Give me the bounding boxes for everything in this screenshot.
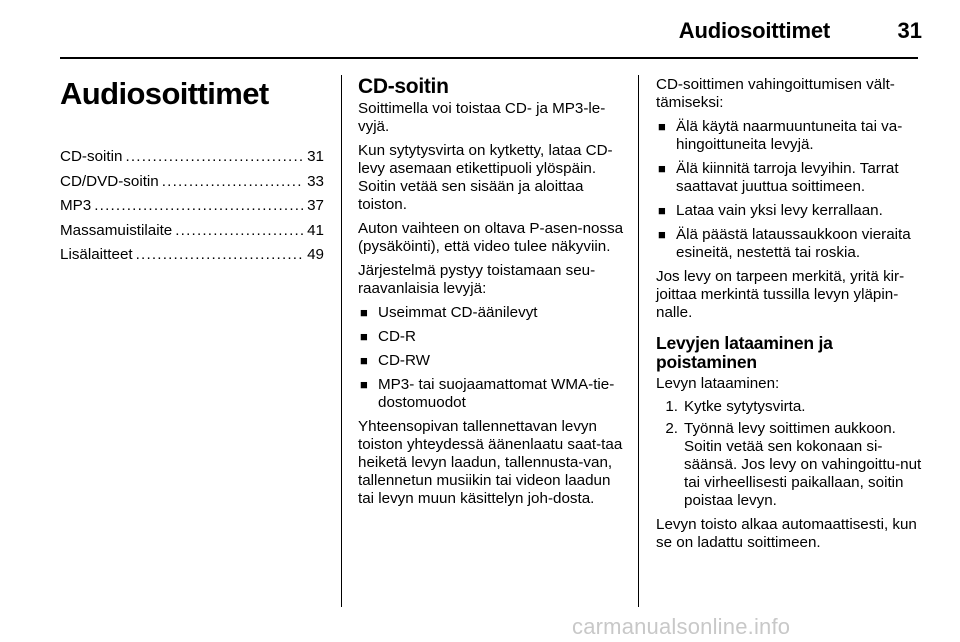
header-divider: [60, 57, 918, 59]
square-bullet-icon: ■: [360, 377, 368, 392]
column-divider-2: [638, 75, 639, 607]
paragraph: Soittimella voi toistaa CD- ja MP3-le-vyjä.: [358, 100, 606, 135]
list-item: [358, 328, 624, 346]
toc-leader-dots: [125, 148, 304, 167]
square-bullet-icon: ■: [360, 329, 368, 344]
list-item-text: Useimmat CD-äänilevyt: [378, 304, 538, 321]
paragraph: Yhteensopivan tallennettavan levyn toiston yhteydessä äänenlaatu saat-taa heiketä levyn laadun, tallennusta-van, tallennetun musiikin tai videon laadun tai levyn muun käsittelyn joh-dosta.: [358, 418, 623, 507]
disc-type-list: [358, 304, 624, 412]
toc-list: [60, 148, 324, 265]
paragraph: Levyn toisto alkaa automaattisesti, kun se on ladattu soittimeen.: [656, 516, 917, 551]
toc-entry[interactable]: [60, 222, 324, 241]
list-item: [358, 376, 624, 412]
toc-entry-page: 41: [307, 221, 324, 239]
square-bullet-icon: ■: [360, 353, 368, 368]
toc-leader-dots: [162, 173, 304, 192]
list-item: [656, 202, 924, 220]
list-item-text: Älä käytä naarmuuntuneita tai va-hingoittuneita levyjä.: [676, 118, 903, 153]
square-bullet-icon: ■: [360, 305, 368, 320]
step-text: Kytke sytytysvirta.: [684, 398, 806, 415]
list-item: [358, 352, 624, 370]
list-item: [358, 304, 624, 322]
list-item: [656, 118, 924, 154]
chapter-title: Audiosoittimet: [60, 76, 269, 111]
list-item: [656, 160, 924, 196]
list-item-text: Älä päästä lataussaukkoon vieraita esineitä, nestettä tai roskia.: [676, 226, 911, 261]
paragraph: Kun sytytysvirta on kytketty, lataa CD-levy asemaan etikettipuoli ylöspäin. Soitin vetää sen sisään ja aloittaa toiston.: [358, 142, 613, 213]
step-text: Työnnä levy soittimen aukkoon. Soitin vetää sen kokonaan si-säänsä. Jos levy on vahingoittu-nut tai virheellisesti paikallaan, soitin poistaa levyn.: [684, 420, 922, 509]
column-divider-1: [341, 75, 342, 607]
toc-entry[interactable]: [60, 148, 324, 167]
square-bullet-icon: ■: [658, 203, 666, 218]
list-item-text: Älä kiinnitä tarroja levyihin. Tarrat saattavat juuttua soittimeen.: [676, 160, 899, 195]
loading-steps-list: [656, 398, 924, 510]
toc-entry-label: CD-soitin: [60, 148, 123, 165]
care-tips-list: [656, 118, 924, 262]
toc-leader-dots: [94, 197, 304, 216]
list-item-text: CD-RW: [378, 352, 431, 369]
toc-entry-page: 37: [307, 197, 324, 214]
square-bullet-icon: ■: [658, 119, 666, 134]
step-item: [656, 398, 924, 416]
care-and-loading-column: [656, 76, 924, 558]
paragraph: Auton vaihteen on oltava P-asen-nossa (pysäköinti), että video tulee näkyviin.: [358, 220, 624, 255]
step-number: 2.: [665, 420, 678, 437]
toc-column: [60, 76, 324, 271]
toc-entry-page: 31: [307, 148, 324, 165]
cd-player-column: [358, 76, 624, 514]
list-item: [656, 226, 924, 262]
paragraph: Levyn lataaminen:: [656, 375, 780, 392]
site-watermark: carmanualsonline.info: [572, 614, 791, 639]
paragraph: CD-soittimen vahingoittumisen vält-tämiseksi:: [656, 76, 895, 111]
list-item-text: Lataa vain yksi levy kerrallaan.: [676, 202, 883, 219]
toc-entry-label: Massamuistilaite: [60, 221, 173, 239]
toc-entry[interactable]: [60, 246, 324, 265]
page-number: 31: [897, 18, 922, 43]
toc-entry-page: 49: [307, 246, 324, 263]
section-heading-cd-player: CD-soitin: [358, 75, 449, 98]
toc-entry[interactable]: [60, 197, 324, 216]
running-header-title: Audiosoittimet: [678, 18, 830, 43]
list-item-text: CD-R: [378, 328, 416, 345]
step-number: 1.: [665, 398, 678, 415]
section-heading-loading: Levyjen lataaminen ja poistaminen: [656, 333, 833, 372]
paragraph: Järjestelmä pystyy toistamaan seu-raavanlaisia levyjä:: [358, 262, 596, 297]
list-item-text: MP3- tai suojaamattomat WMA-tie-dostomuodot: [378, 376, 615, 411]
step-item: [656, 420, 924, 510]
toc-entry-page: 33: [307, 172, 324, 190]
toc-entry-label: MP3: [60, 197, 92, 214]
toc-leader-dots: [175, 222, 304, 241]
toc-entry[interactable]: [60, 173, 324, 192]
toc-entry-label: CD/DVD-soitin: [60, 172, 159, 190]
toc-leader-dots: [136, 246, 304, 265]
square-bullet-icon: ■: [658, 227, 666, 242]
paragraph: Jos levy on tarpeen merkitä, yritä kir-joittaa merkintä tussilla levyn yläpin-nalle.: [656, 268, 905, 321]
toc-entry-label: Lisälaitteet: [60, 246, 133, 263]
square-bullet-icon: ■: [658, 161, 666, 176]
